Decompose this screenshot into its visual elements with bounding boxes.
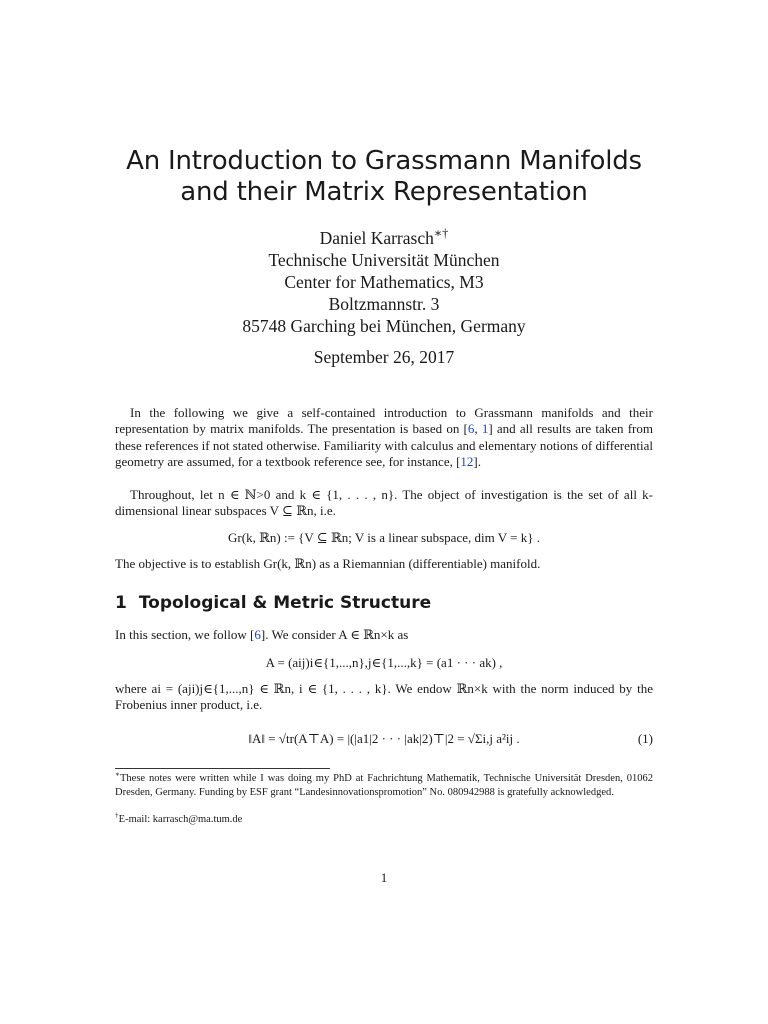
footnote-2-text: E-mail: karrasch@ma.tum.de	[118, 814, 243, 825]
citation-link-12[interactable]: 12	[460, 453, 474, 469]
footnote-2-mark: †	[115, 810, 119, 820]
citation-link-1[interactable]: 1	[481, 421, 489, 437]
affiliation-line: Technische Universität München	[268, 250, 500, 270]
page-number: 1	[380, 870, 388, 885]
title-line-1: An Introduction to Grassmann Manifolds	[126, 146, 642, 176]
footnote-1-text: These notes were written while I was doing my PhD at Fachrichtung Mathematik, Technische Universität Dresden, 01062 Dresden, Germany. Funding by ESF grant “Landesinnovationspromotion” No. 080942988 is gratefully acknowledged.	[115, 773, 653, 798]
frobenius-norm-equation	[115, 731, 653, 747]
frobenius-norm-expression: ‖A‖ = √tr(A⊤A) = |(|a1|2 · · · |ak|2)⊤|2 = √Σi,j a²ij .	[248, 731, 520, 746]
section-number: 1	[115, 593, 127, 613]
author-footnote-marks: ∗†	[433, 226, 449, 241]
intro-paragraph-3: The objective is to establish Gr(k, ℝn) as a Riemannian (differentiable) manifold.	[115, 556, 541, 571]
footnote-1	[115, 769, 653, 799]
author-name: Daniel Karrasch	[319, 228, 434, 248]
citation-link-6[interactable]: 6	[254, 627, 261, 642]
affiliation-line: Center for Mathematics, M3	[284, 272, 484, 292]
equation-number: (1)	[637, 731, 653, 746]
paper-title	[90, 146, 678, 208]
section-title: Topological & Metric Structure	[138, 593, 432, 613]
footnote-1-mark: ∗	[115, 769, 120, 779]
author-block	[90, 227, 678, 337]
grassmann-definition-equation: Gr(k, ℝn) := {V ⊆ ℝn; V is a linear subspace, dim V = k} .	[228, 530, 540, 545]
footnote-2	[115, 810, 653, 827]
title-line-2: and their Matrix Representation	[180, 177, 588, 207]
affiliation-line: Boltzmannstr. 3	[328, 294, 440, 314]
affiliation-line: 85748 Garching bei München, Germany	[242, 316, 526, 336]
matrix-definition-equation: A = (aij)i∈{1,...,n},j∈{1,...,k} = (a1 · · · ak) ,	[265, 655, 503, 670]
section-paragraph-2: where ai = (aji)j∈{1,...,n} ∈ ℝn, i ∈ {1, . . . , k}. We endow ℝn×k with the norm induced by the Frobenius inner product, i.e.	[115, 681, 653, 713]
intro-paragraph-1: In the following we give a self-contained introduction to Grassmann manifolds and their representation by matrix manifolds. The presentation is based on [6, 1] and all results are taken from these references if not stated otherwise. Familiarity with calculus and elementary notions of differential geometry are assumed, for a textbook reference see, for instance, [12].	[115, 405, 653, 469]
author-name-line	[90, 227, 678, 249]
section-paragraph-1: In this section, we follow [6]. We consider A ∈ ℝn×k as	[115, 627, 409, 642]
citation-link-6[interactable]: 6	[467, 421, 475, 437]
intro-paragraph-2: Throughout, let n ∈ ℕ>0 and k ∈ {1, . . . , n}. The object of investigation is the set of all k-dimensional linear subspaces V ⊆ ℝn, i.e.	[115, 487, 653, 519]
paper-date: September 26, 2017	[313, 347, 455, 367]
section-heading	[115, 593, 431, 613]
footnote-rule	[115, 768, 330, 769]
